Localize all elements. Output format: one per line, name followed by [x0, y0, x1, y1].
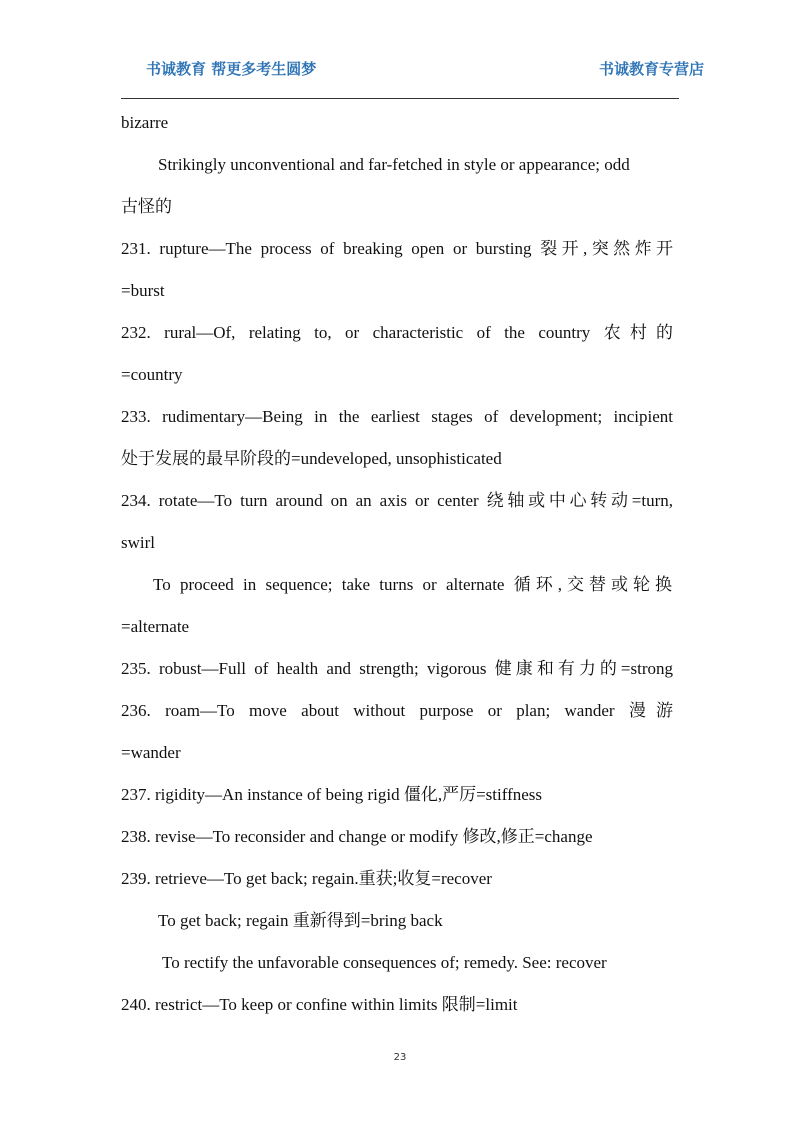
entry-line: bizarre [121, 113, 169, 132]
entry-line: 236. roam—To move about without purpose or plan; wander 漫游 [121, 701, 673, 720]
header-slogan: 书诚教育 帮更多考生圆梦 [146, 60, 317, 78]
entry-line: 232. rural—Of, relating to, or characteristic of the country 农村的 [121, 323, 673, 342]
header-store-name: 书诚教育专营店 [598, 60, 704, 78]
entry-line: =wander [121, 743, 181, 762]
entry-line: 231. rupture—The process of breaking open or bursting 裂开,突然炸开 [121, 239, 673, 258]
entry-line: 处于发展的最早阶段的=undeveloped, unsophisticated [121, 449, 502, 468]
entry-line: To proceed in sequence; take turns or alternate 循环,交替或轮换 [153, 575, 672, 594]
entry-line: 238. revise—To reconsider and change or modify 修改,修正=change [121, 827, 593, 846]
entry-line: 古怪的 [121, 197, 172, 216]
entry-line: 233. rudimentary—Being in the earliest stages of development; incipient [121, 407, 673, 426]
entry-line: 240. restrict—To keep or confine within limits 限制=limit [121, 995, 518, 1014]
entry-line: =alternate [121, 617, 190, 636]
entry-line: =burst [121, 281, 165, 300]
entry-line: swirl [121, 533, 155, 552]
entry-line: 237. rigidity—An instance of being rigid 僵化,严厉=stiffness [121, 785, 543, 804]
entry-line: Strikingly unconventional and far-fetched in style or appearance; odd [158, 155, 630, 174]
entry-line: =country [121, 365, 183, 384]
page-number: 23 [393, 1052, 407, 1063]
header-divider [121, 98, 679, 99]
entry-line: 239. retrieve—To get back; regain.重获;收复=recover [121, 869, 492, 888]
entry-line: 235. robust—Full of health and strength; vigorous 健康和有力的=strong [121, 659, 673, 678]
entry-line: 234. rotate—To turn around on an axis or center 绕轴或中心转动=turn, [121, 491, 673, 510]
entry-line: To rectify the unfavorable consequences of; remedy. See: recover [162, 953, 607, 972]
entry-line: To get back; regain 重新得到=bring back [158, 911, 443, 930]
